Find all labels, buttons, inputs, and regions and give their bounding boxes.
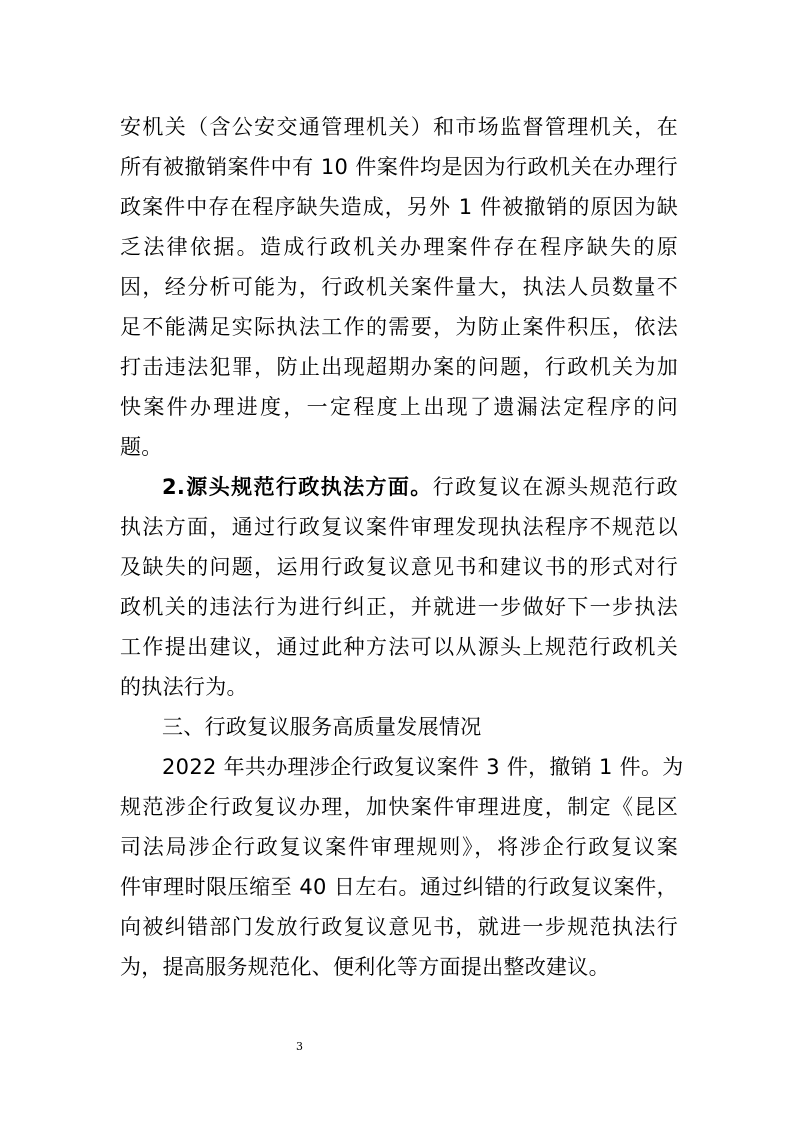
paragraph-line: 为，提高服务规范化、便利化等方面提出整改建议。 [120, 955, 610, 979]
paragraph-line: 足不能满足实际执法工作的需要，为防止案件积压，依法 [120, 315, 678, 339]
section-2-first-line [120, 467, 678, 507]
paragraph-line: 司法局涉企行政复议案件审理规则》，将涉企行政复议案 [120, 835, 678, 859]
paragraph-line: 件审理时限压缩至 40 日左右。通过纠错的行政复议案件， [120, 875, 678, 899]
paragraph-line: 打击违法犯罪，防止出现超期办案的问题，行政机关为加 [120, 355, 678, 379]
paragraph-line: 规范涉企行政复议办理，加快案件审理进度，制定《昆区 [120, 795, 678, 819]
paragraph-line: 安机关（含公安交通管理机关）和市场监督管理机关，在 [120, 115, 678, 139]
paragraph-line: 向被纠错部门发放行政复议意见书，就进一步规范执法行 [120, 915, 678, 939]
section-3-first-line: 2022 年共办理涉企行政复议案件 3 件，撤销 1 件。为 [162, 755, 684, 779]
paragraph-line: 政案件中存在程序缺失造成，另外 1 件被撤销的原因为缺 [120, 195, 678, 219]
section-2-first-line-text: 行政复议在源头规范行政 [432, 475, 678, 499]
page-number: 3 [296, 1040, 303, 1053]
paragraph-line: 及缺失的问题，运用行政复议意见书和建议书的形式对行 [120, 555, 678, 579]
paragraph-line: 工作提出建议，通过此种方法可以从源头上规范行政机关 [120, 635, 678, 659]
section-3-title: 三、行政复议服务高质量发展情况 [162, 715, 482, 739]
document-body [120, 107, 684, 987]
section-2-heading: 2.源头规范行政执法方面。 [162, 475, 433, 499]
paragraph-line: 因，经分析可能为，行政机关案件量大，执法人员数量不 [120, 275, 678, 299]
paragraph-line: 快案件办理进度，一定程度上出现了遗漏法定程序的问 [120, 395, 678, 419]
paragraph-line: 所有被撤销案件中有 10 件案件均是因为行政机关在办理行 [120, 155, 678, 179]
paragraph-line: 政机关的违法行为进行纠正，并就进一步做好下一步执法 [120, 595, 678, 619]
paragraph-line: 乏法律依据。造成行政机关办理案件存在程序缺失的原 [120, 235, 678, 259]
paragraph-line: 题。 [120, 435, 163, 459]
paragraph-line: 的执法行为。 [120, 675, 248, 699]
paragraph-line: 执法方面，通过行政复议案件审理发现执法程序不规范以 [120, 515, 678, 539]
